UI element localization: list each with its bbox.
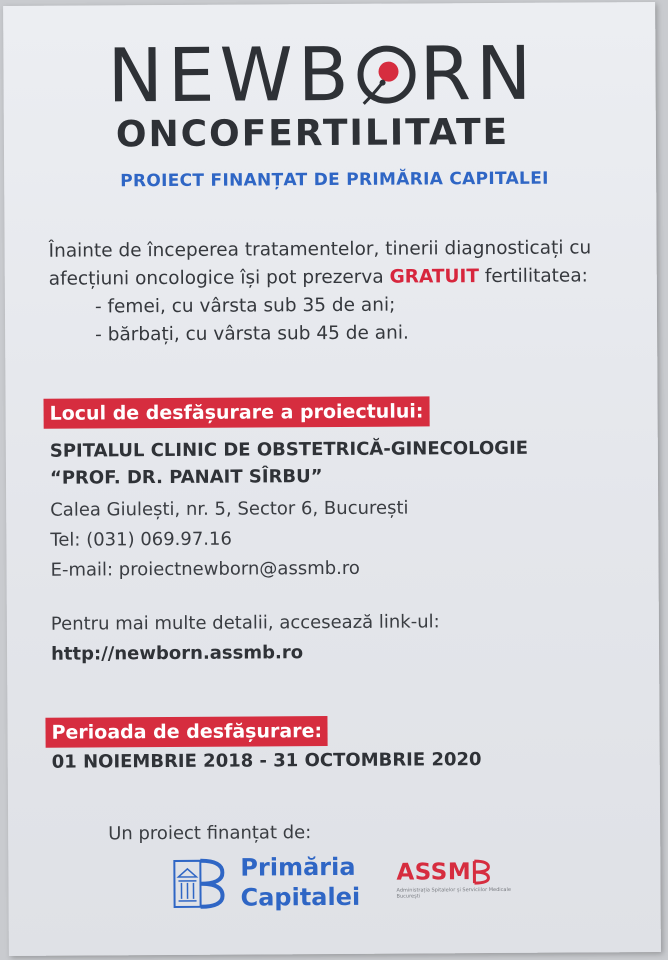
- intro-line-2-after: fertilitatea:: [478, 265, 588, 288]
- details-block: [51, 607, 440, 669]
- funding-line: PROIECT FINANȚAT DE PRIMĂRIA CAPITALEI: [120, 168, 549, 192]
- capitalei-line: Capitalei: [240, 882, 361, 912]
- hospital-line-1: SPITALUL CLINIC DE OBSTETRICĂ-GINECOLOGIE: [49, 437, 529, 462]
- logo-o-icon: [355, 41, 417, 107]
- primaria-capitalei-text: [240, 852, 360, 913]
- project-link[interactable]: http://newborn.assmb.ro: [51, 642, 304, 665]
- location-heading: Locul de desfășurare a proiectului:: [44, 396, 430, 428]
- gratuit-highlight: GRATUIT: [389, 266, 480, 288]
- intro-line-1: Înainte de începerea tratamentelor, tinerii diagnosticați cu: [48, 237, 592, 262]
- hospital-line-2: “PROF. DR. PANAIT SÎRBU”: [49, 466, 323, 489]
- logo-subtitle: ONCOFERTILITATE: [115, 111, 510, 156]
- assmb-subtext: Administrația Spitalelor și Serviciilor Medicale București: [396, 886, 511, 900]
- funded-by-label: Un proiect finanțat de:: [108, 822, 312, 845]
- period-dates: 01 NOIEMBRIE 2018 - 31 OCTOMBRIE 2020: [51, 749, 482, 773]
- email: E-mail: proiectnewborn@assmb.ro: [50, 557, 360, 581]
- details-text: Pentru mai multe detalii, accesează link-ul:: [50, 611, 440, 635]
- period-heading: Perioada de desfășurare:: [45, 716, 328, 748]
- newborn-logo: [107, 30, 537, 120]
- logo-text-right: RN: [419, 30, 537, 118]
- flyer-sheet: [3, 2, 661, 956]
- intro-line-2-before: afecțiuni oncologice își pot prezerva: [48, 266, 390, 290]
- phone: Tel: (031) 069.97.16: [50, 528, 232, 551]
- hospital-name: [50, 435, 529, 492]
- logo-text-left: NEWB: [107, 31, 354, 120]
- primaria-line: Primăria: [240, 852, 356, 882]
- bullet-men: - bărbați, cu vârsta sub 45 de ani.: [95, 322, 409, 346]
- contact-block: [50, 494, 409, 586]
- assmb-logo: [396, 859, 491, 886]
- assmb-text: ASSM: [396, 859, 472, 886]
- assmb-b-icon: [471, 859, 491, 885]
- address: Calea Giulești, nr. 5, Sector 6, București: [50, 497, 409, 521]
- bullet-women: - femei, cu vârsta sub 35 de ani;: [94, 294, 396, 318]
- intro-paragraph: [49, 234, 592, 349]
- primaria-capitalei-emblem-icon: [172, 857, 224, 915]
